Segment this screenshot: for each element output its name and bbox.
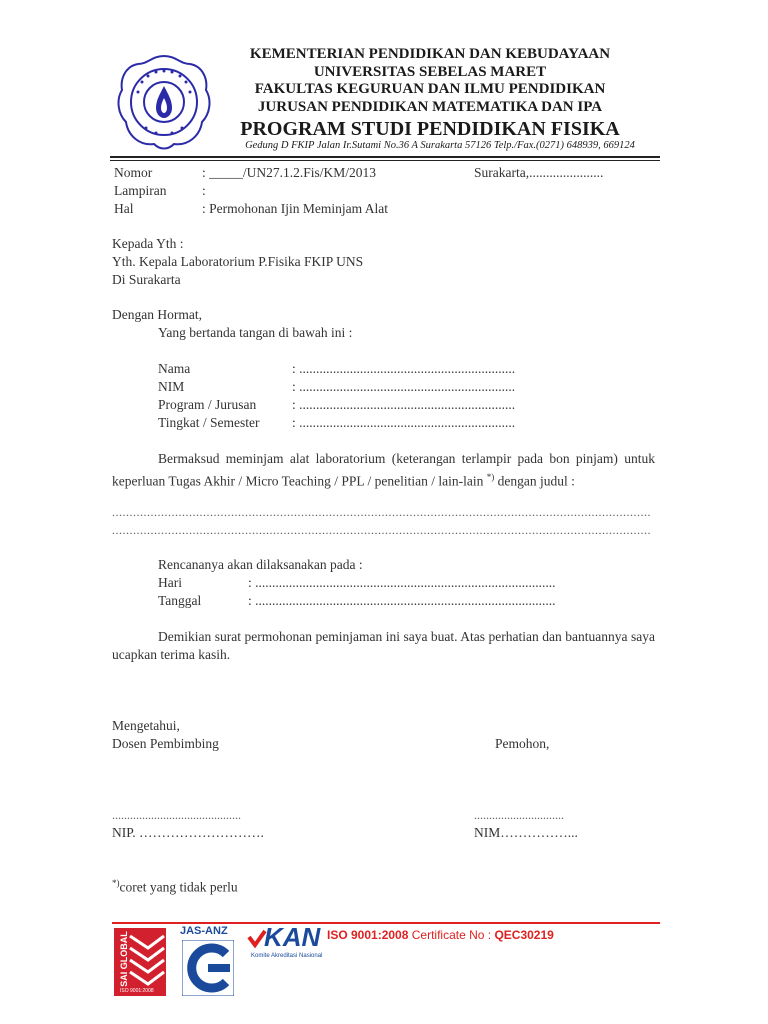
place-date: Surakarta,...................... [474,165,604,180]
greeting: Dengan Hormat, [112,307,202,322]
sai-global-badge [114,928,166,996]
recipient-line-1: Kepada Yth : [112,236,184,251]
left-signature-line[interactable]: ........................................... [112,808,241,822]
header-divider-thin [110,160,660,161]
field-label-program: Program / Jurusan [158,397,257,412]
hari-value[interactable]: : ......................................................................................... [248,575,556,590]
footnote-mark: *) [112,878,120,888]
nip-line[interactable]: NIP. ………………………. [112,825,264,840]
lampiran-value: : [202,183,206,198]
purpose-text: Bermaksud meminjam alat laboratorium (keterangan terlampir pada bon pinjam) untuk keperluan Tugas Akhir / Micro Teaching / PPL / penelitian / lain-lain [112,451,655,489]
nomor-value: : _____/UN27.1.2.Fis/KM/2013 [202,165,377,180]
field-value-program[interactable]: : ................................................................ [292,397,516,412]
recipient-line-2: Yth. Kepala Laboratorium P.Fisika FKIP UNS [112,254,364,269]
address-line: Gedung D FKIP Jalan Ir.Sutami No.36 A Surakarta 57126 Telp./Fax.(0271) 648939, 669124 [245,140,635,151]
iso-certificate [327,928,554,942]
field-value-nim[interactable]: : ................................................................ [292,379,516,394]
footnote-text: coret yang tidak perlu [119,879,238,895]
footnote [112,878,238,896]
hal-label: Hal [114,201,134,216]
faculty-name: FAKULTAS KEGURUAN DAN ILMU PENDIDIKAN [254,81,606,97]
schedule-intro: Rencananya akan dilaksanakan pada : [158,557,363,572]
pemohon-label: Pemohon, [495,736,550,751]
tanggal-label: Tanggal [158,593,202,608]
kan-sub-label: Komite Akreditasi Nasional [251,953,323,959]
sai-global-label: SAI GLOBAL [118,931,129,987]
tanggal-value[interactable]: : ......................................................................................... [248,593,556,608]
footer-divider [112,922,660,924]
kan-label: KAN [264,922,321,952]
jas-anz-logo-icon [182,940,234,996]
purpose-paragraph [112,450,655,491]
title-dots-line-1[interactable]: .......................................................................................................................................................... [112,505,651,519]
nomor-label: Nomor [114,165,153,180]
sai-iso-label: ISO 9001:2008 [120,988,154,994]
closing-paragraph: Demikian surat permohonan peminjaman ini saya buat. Atas perhatian dan bantuannya saya ucapkan terima kasih. [112,629,655,662]
intro-text: Yang bertanda tangan di bawah ini : [158,325,353,340]
iso-label: ISO 9001:2008 [327,928,409,942]
nim-line[interactable]: NIM……………... [474,825,578,840]
field-label-nim: NIM [158,379,185,394]
field-value-tingkat[interactable]: : ................................................................ [292,415,516,430]
purpose-footnote-mark: *) [486,472,495,482]
ministry-name: KEMENTERIAN PENDIDIKAN DAN KEBUDAYAAN [249,46,611,62]
program-name: PROGRAM STUDI PENDIDIKAN FISIKA [240,118,620,140]
header-divider [110,156,660,158]
jas-anz-label: JAS-ANZ [180,925,228,937]
field-label-tingkat: Tingkat / Semester [158,415,260,430]
mengetahui-label: Mengetahui, [112,718,180,733]
certificate-number: QEC30219 [494,928,554,942]
field-value-nama[interactable]: : ................................................................ [292,361,516,376]
field-label-nama: Nama [158,361,191,376]
hari-label: Hari [158,575,182,590]
title-dots-line-2[interactable]: .......................................................................................................................................................... [112,523,651,537]
lampiran-label: Lampiran [114,183,167,198]
purpose-text-end: dengan judul : [497,473,575,489]
university-name: UNIVERSITAS SEBELAS MARET [313,64,547,80]
dosen-label: Dosen Pembimbing [112,736,219,751]
hal-value: : Permohonan Ijin Meminjam Alat [202,201,388,216]
recipient-line-3: Di Surakarta [112,272,181,287]
right-signature-line[interactable]: .............................. [474,808,564,822]
certificate-label: Certificate No : [411,928,492,942]
department-name: JURUSAN PENDIDIKAN MATEMATIKA DAN IPA [257,99,603,115]
